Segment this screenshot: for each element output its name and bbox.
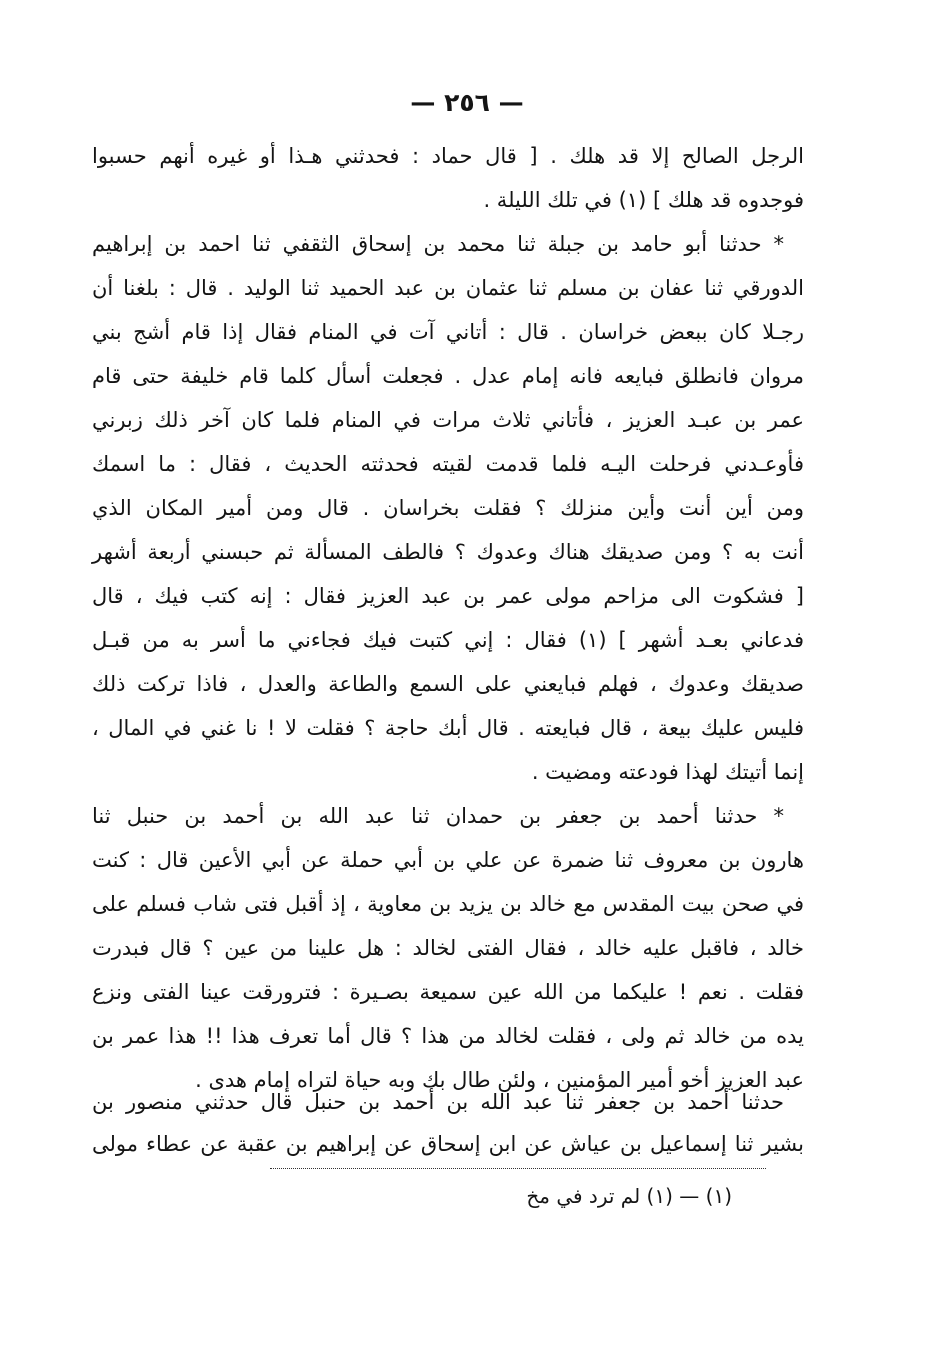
footnote-separator: [270, 1168, 766, 1169]
text-line: فليس عليك بيعة ، قال فبايعته . قال أبك حاجة ؟ فقلت لا ! نا غني في المال ،: [92, 716, 804, 740]
text-line: صديقك وعدوك ، فهلم فبايعني على السمع والطاعة والعدل ، فاذا تركت ذلك: [92, 672, 804, 696]
page-number: — ٢٥٦ —: [410, 88, 524, 117]
text-line: إنما أتيتك لهذا فودعته ومضيت .: [531, 760, 804, 784]
text-line: أنت به ؟ ومن صديقك هناك وعدوك ؟ فالطف المسألة ثم حبسني أربعة أشهر: [92, 540, 804, 564]
text-line: خالد ، فاقبل عليه خالد ، فقال الفتى لخالد : هل علينا من عين ؟ قال فبدرت: [92, 936, 804, 960]
text-line: حدثنا أحمد بن جعفر ثنا عبد الله بن أحمد بن حنبل قال حدثني منصور بن: [92, 1090, 784, 1114]
text-line: مروان فانطلق فبايعه فانه إمام عدل . فجعلت أسأل كلما قام خليفة حتى قام: [92, 364, 804, 388]
text-line: بشير ثنا إسماعيل بن عياش عن ابن إسحاق عن إبراهيم بن عقبة عن عطاء مولى: [92, 1132, 804, 1156]
text-line: هارون بن معروف ثنا ضمرة عن علي بن أبي حملة عن أبي الأعين قال : كنت: [92, 848, 804, 872]
footnote: (١) — (١) لم ترد في مخ: [526, 1184, 732, 1208]
text-line: فوجدوه قد هلك ] (١) في تلك الليلة .: [483, 188, 804, 212]
text-line: الرجل الصالح إلا قد هلك . [ قال حماد : فحدثني هـذا أو غيره أنهم حسبوا: [92, 144, 804, 168]
text-line: عمر بن عبـد العزيز ، فأتاني ثلاث مرات في المنام فلما كان آخر ذلك زبرني: [92, 408, 804, 432]
text-line: الدورقي ثنا عفان بن مسلم ثنا عثمان بن عبد الحميد ثنا الوليد . قال : بلغنا أن: [92, 276, 804, 300]
text-line: رجـلا كان ببعض خراسان . قال : أتاني آت في المنام فقال إذا قام أشج بني: [92, 320, 804, 344]
text-line: فدعاني بعـد أشهر ] (١) فقال : إني كتبت فيك فجاءني ما أسر به من قبـل: [92, 628, 804, 652]
text-line: فقلت . نعم ! عليكما من الله عين سميعة بصـيرة : فترورقت عينا الفتى ونزع: [92, 980, 804, 1004]
text-line: عبد العزيز أخو أمير المؤمنين ، ولئن طال بك وبه حياة لتراه إمام هدى .: [195, 1068, 804, 1092]
text-line: [ فشكوت الى مزاحم مولى عمر بن عبد العزيز فقال : إنه كتب فيك ، قال: [92, 584, 804, 608]
text-line: يده من خالد ثم ولى ، فقلت لخالد من هذا ؟ قال أما تعرف هذا !! هذا عمر بن: [92, 1024, 804, 1048]
text-line: ومن أين أنت وأين منزلك ؟ فقلت بخراسان . قال ومن أمير المكان الذي: [92, 496, 804, 520]
text-line: * حدثنا أحمد بن جعفر بن حمدان ثنا عبد الله بن أحمد بن حنبل ثنا: [92, 804, 784, 828]
text-line: فأوعـدني فرحلت اليـه فلما قدمت لقيته فحدثته الحديث ، فقال : ما اسمك: [92, 452, 804, 476]
text-line: في صحن بيت المقدس مع خالد بن يزيد بن معاوية ، إذ أقبل فتى شاب فسلم على: [92, 892, 804, 916]
text-line: * حدثنا أبو حامد بن جبلة ثنا محمد بن إسحاق الثقفي ثنا احمد بن إبراهيم: [92, 232, 784, 256]
